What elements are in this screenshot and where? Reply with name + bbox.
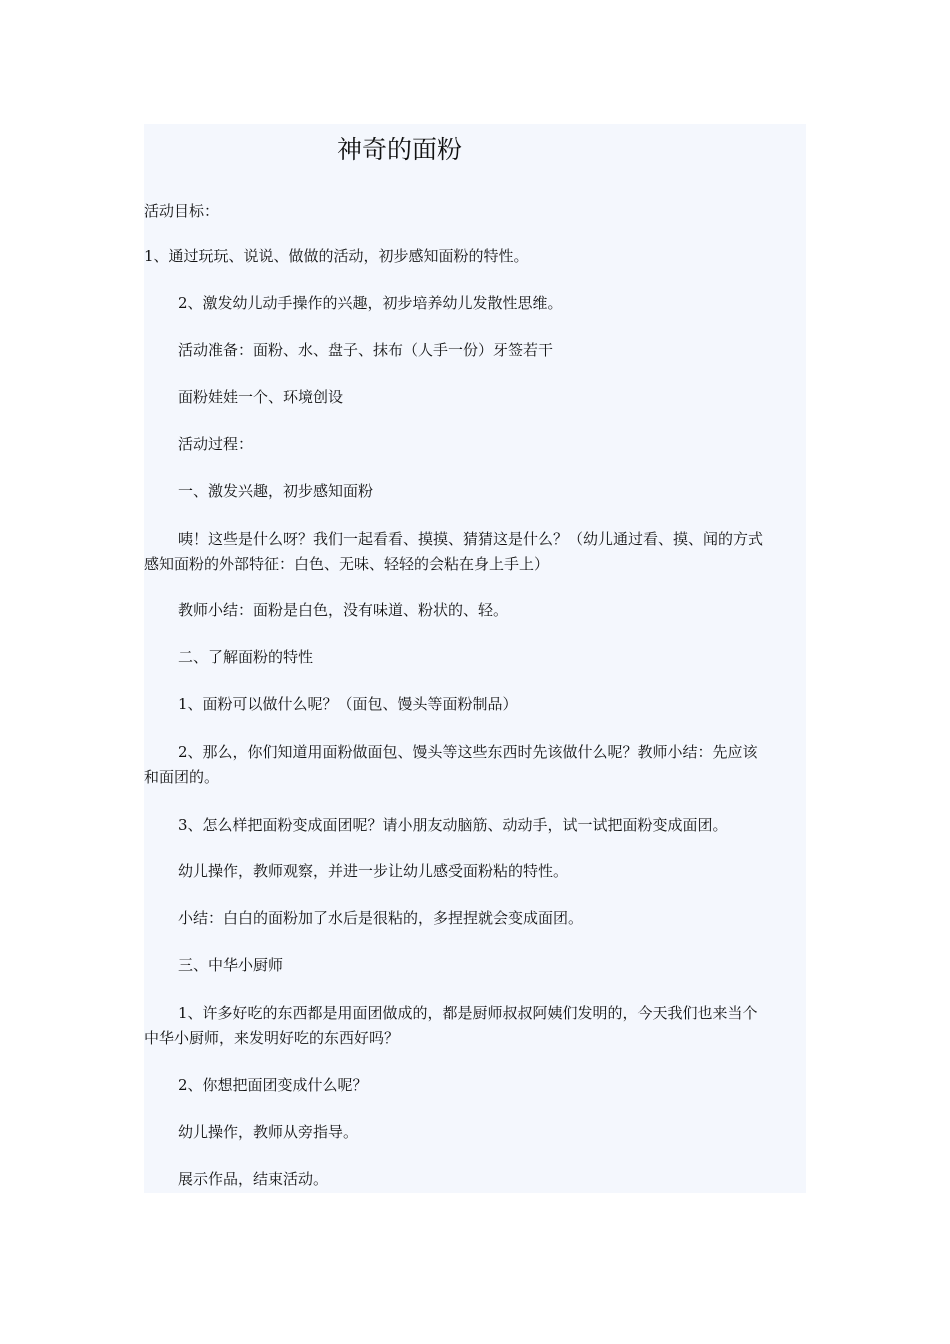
paragraph-step-2-3: 3、怎么样把面粉变成面团呢？请小朋友动脑筋、动动手，试一试把面粉变成面团。	[178, 816, 728, 834]
paragraph-child-operation-2: 幼儿操作，教师从旁指导。	[178, 1123, 359, 1141]
paragraph-step-2-2-line-1: 2、那么，你们知道用面粉做面包、馒头等这些东西时先该做什么呢？教师小结：先应该	[178, 743, 758, 761]
paragraph-summary-2: 小结：白白的面粉加了水后是很粘的，多捏捏就会变成面团。	[178, 909, 584, 927]
paragraph-goal-2: 2、激发幼儿动手操作的兴趣，初步培养幼儿发散性思维。	[178, 294, 563, 312]
paragraph-step-3-1-line-2: 中华小厨师，来发明好吃的东西好吗？	[144, 1029, 400, 1047]
paragraph-summary-1: 教师小结：面粉是白色，没有味道、粉状的、轻。	[178, 601, 509, 619]
paragraph-section-1: 一、激发兴趣，初步感知面粉	[178, 482, 374, 500]
paragraph-goal-1: 1、通过玩玩、说说、做做的活动，初步感知面粉的特性。	[144, 247, 529, 265]
paragraph-section-3: 三、中华小厨师	[178, 956, 284, 974]
paragraph-intro-line-1: 咦！这些是什么呀？我们一起看看、摸摸、猜猜这是什么？（幼儿通过看、摸、闻的方式	[178, 530, 764, 548]
paragraph-step-3-1-line-1: 1、许多好吃的东西都是用面团做成的，都是厨师叔叔阿姨们发明的，今天我们也来当个	[178, 1004, 758, 1022]
paragraph-conclusion: 展示作品，结束活动。	[178, 1170, 329, 1188]
paragraph-child-operation-1: 幼儿操作，教师观察，并进一步让幼儿感受面粉粘的特性。	[178, 862, 569, 880]
document-title: 神奇的面粉	[337, 135, 463, 164]
paragraph-preparation: 活动准备：面粉、水、盘子、抹布（人手一份）牙签若干	[178, 341, 554, 359]
paragraph-step-3-2: 2、你想把面团变成什么呢？	[178, 1076, 368, 1094]
paragraph-section-2: 二、了解面粉的特性	[178, 648, 314, 666]
paragraph-process-heading: 活动过程：	[178, 435, 254, 453]
paragraph-intro-line-2: 感知面粉的外部特征：白色、无味、轻轻的会粘在身上手上）	[144, 555, 550, 573]
document-page	[144, 124, 806, 1193]
paragraph-step-2-2-line-2: 和面团的。	[144, 768, 220, 786]
paragraph-preparation-2: 面粉娃娃一个、环境创设	[178, 388, 344, 406]
paragraph-step-2-1: 1、面粉可以做什么呢？（面包、馒头等面粉制品）	[178, 695, 518, 713]
paragraph-goals-heading: 活动目标：	[144, 202, 220, 220]
